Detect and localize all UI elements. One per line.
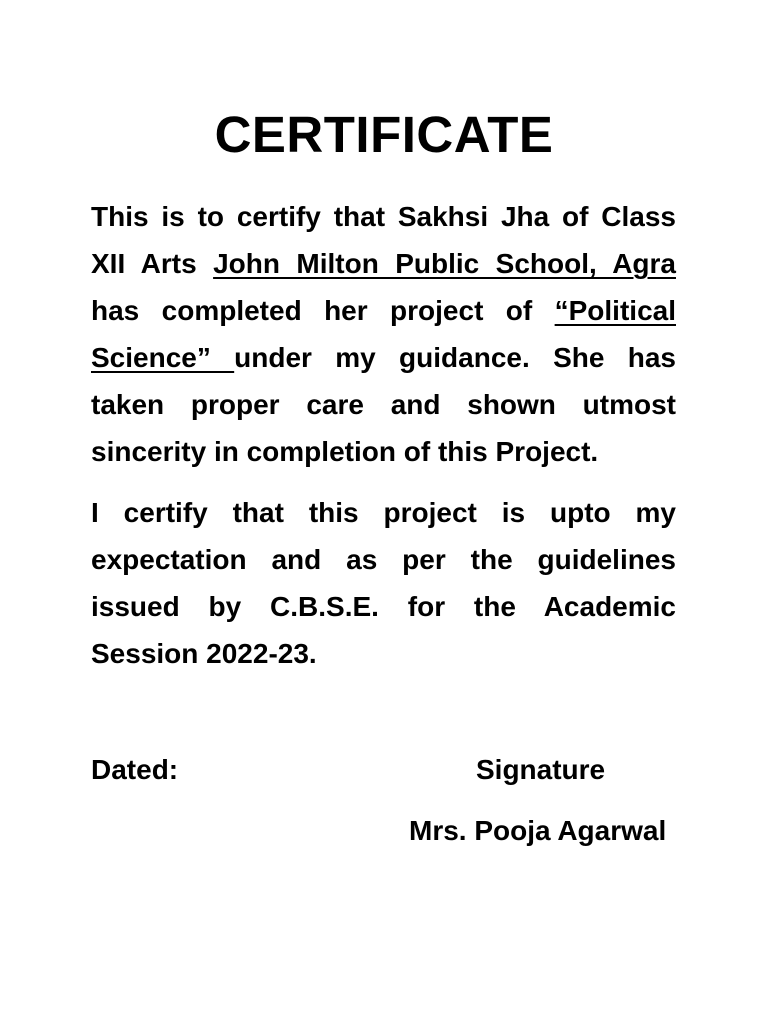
signer-name: Mrs. Pooja Agarwal [409, 815, 667, 846]
guidelines-paragraph: I certify that this project is upto my expectation and as per the guidelines issued by C.B.S.E. for the Academic Session 2022-23. [91, 497, 676, 669]
signature-label: Signature [476, 754, 606, 785]
certification-paragraph [91, 193, 676, 475]
certificate-title: CERTIFICATE [214, 106, 554, 163]
school-name: John Milton Public School, Agra [213, 248, 676, 279]
project-subject: “Political Science” [91, 295, 676, 373]
dated-label: Dated: [91, 754, 179, 785]
paragraph1-text-b: has completed her project of [91, 295, 555, 326]
paragraph1-text-a: This is to certify that Sakhsi Jha of Class XII Arts [91, 201, 676, 279]
paragraph1-text-c: under my guidance. She has taken proper care and shown utmost sincerity in completion of this Project. [91, 342, 676, 467]
